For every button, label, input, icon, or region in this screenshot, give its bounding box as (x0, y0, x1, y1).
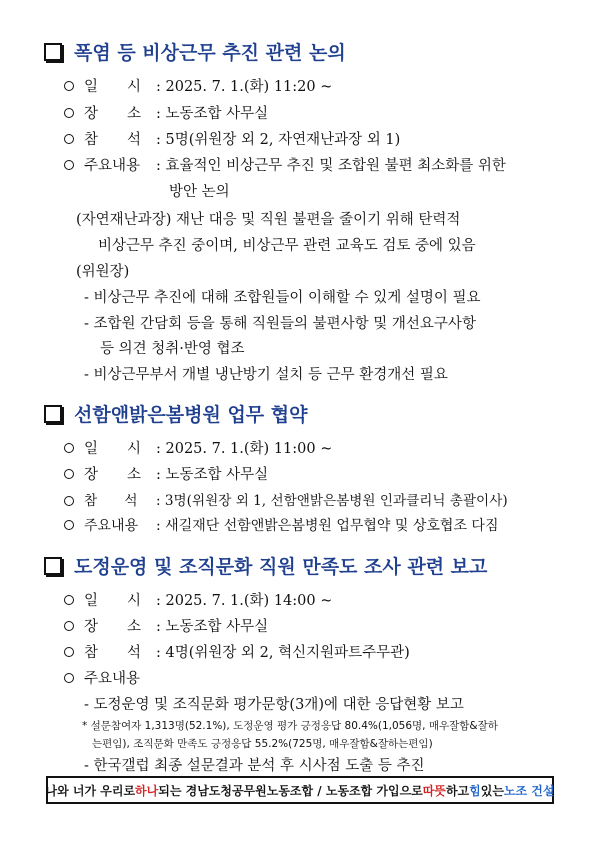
date-label: 일 시 (84, 79, 142, 95)
section-title-2 (44, 400, 307, 427)
circle-bullet-icon (64, 647, 74, 657)
paragraph-line: 비상근무 추진 중이며, 비상근무 관련 교육도 검토 중에 있음 (98, 238, 476, 254)
circle-bullet-icon (64, 81, 74, 91)
content-value-cont: 방안 논의 (169, 184, 230, 200)
slogan-text: 하고 (445, 783, 470, 798)
attendees-label: 참 석 (84, 645, 142, 661)
date-row (64, 75, 332, 96)
content-label: 주요내용 (84, 671, 141, 687)
place-row (64, 615, 268, 636)
checkbox-square-icon (44, 557, 62, 575)
date-row (64, 589, 332, 610)
content-row (64, 515, 498, 535)
circle-bullet-icon (64, 469, 74, 479)
place-row (64, 102, 268, 123)
attendees-label: 참 석 (84, 132, 142, 148)
dash-item: - 한국갤럽 최종 설문결과 분석 후 시사점 도출 등 추진 (84, 758, 425, 774)
circle-bullet-icon (64, 134, 74, 144)
content-label: 주요내용 (84, 518, 139, 534)
dash-item: - 비상근무부서 개별 냉난방기 설치 등 근무 환경개선 필요 (84, 367, 448, 383)
attendees-row (64, 641, 410, 662)
content-row (64, 154, 506, 175)
checkbox-square-icon (44, 405, 62, 423)
checkbox-square-icon (44, 43, 62, 61)
section-title-1 (44, 38, 346, 65)
content-value: : 새길재단 선함앤밝은봄병원 업무협약 및 상호협조 다짐 (156, 518, 499, 534)
paragraph-line: (자연재난과장) 재난 대응 및 직원 불편을 줄이기 위해 탄력적 (76, 212, 461, 228)
date-label: 일 시 (84, 441, 142, 457)
place-value: : 노동조합 사무실 (156, 619, 269, 635)
date-value: : 2025. 7. 1.(화) 11:00 ~ (156, 441, 333, 457)
slogan-highlight: 따뜻 (422, 783, 446, 798)
attendees-row (64, 128, 400, 149)
circle-bullet-icon (64, 673, 74, 683)
content-label: 주요내용 (84, 158, 141, 174)
date-label: 일 시 (84, 593, 142, 609)
dash-item: - 비상근무 추진에 대해 조합원들이 이해할 수 있게 설명이 필요 (84, 290, 481, 306)
dash-item: - 조합원 간담회 등을 통해 직원들의 불편사항 및 개선요구사항 (84, 316, 476, 332)
slogan-text: 있는 (480, 783, 504, 798)
circle-bullet-icon (64, 520, 74, 530)
slogan-highlight: 노조 건설 (503, 783, 555, 798)
section-title-text: 폭염 등 비상근무 추진 관련 논의 (74, 42, 346, 64)
place-label: 장 소 (84, 619, 142, 635)
circle-bullet-icon (64, 496, 74, 506)
attendees-label: 참 석 (84, 493, 138, 509)
dash-item-cont: 등 의견 청취·반영 협조 (100, 341, 245, 357)
attendees-value: : 5명(위원장 외 2, 자연재난과장 외 1) (156, 132, 401, 148)
circle-bullet-icon (64, 160, 74, 170)
union-slogan-banner (46, 776, 554, 804)
attendees-row (64, 489, 508, 509)
circle-bullet-icon (64, 108, 74, 118)
date-value: : 2025. 7. 1.(화) 11:20 ~ (156, 79, 333, 95)
date-row (64, 437, 332, 458)
slogan-text: 나와 너가 우리로 (45, 783, 136, 798)
date-value: : 2025. 7. 1.(화) 14:00 ~ (156, 593, 333, 609)
slogan-highlight: 힘 (469, 783, 481, 798)
section-title-text: 선함앤밝은봄병원 업무 협약 (74, 404, 308, 426)
place-label: 장 소 (84, 467, 142, 483)
attendees-value: : 3명(위원장 외 1, 선함앤밝은봄병원 인과클리닉 총괄이사) (156, 493, 508, 509)
content-row (64, 667, 156, 688)
circle-bullet-icon (64, 621, 74, 631)
place-row (64, 463, 268, 484)
circle-bullet-icon (64, 443, 74, 453)
slogan-text: 되는 경남도청공무원노동조합 / 노동조합 가입으로 (158, 783, 423, 798)
paragraph-line: (위원장) (76, 264, 130, 280)
footnote-cont: 는편임), 조직문화 만족도 긍정응답 55.2%(725명, 매우잘함&잘하는편임) (92, 738, 433, 750)
section-title-3 (44, 552, 487, 579)
slogan-highlight: 하나 (135, 783, 159, 798)
section-title-text: 도정운영 및 조직문화 직원 만족도 조사 관련 보고 (74, 556, 488, 578)
attendees-value: : 4명(위원장 외 2, 혁신지원파트주무관) (156, 645, 410, 661)
place-value: : 노동조합 사무실 (156, 467, 269, 483)
dash-item: - 도정운영 및 조직문화 평가문항(3개)에 대한 응답현황 보고 (84, 697, 464, 713)
content-value: : 효율적인 비상근무 추진 및 조합원 불편 최소화를 위한 (156, 158, 506, 174)
circle-bullet-icon (64, 595, 74, 605)
place-value: : 노동조합 사무실 (156, 106, 269, 122)
footnote: * 설문참여자 1,313명(52.1%), 도정운영 평가 긍정응답 80.4%(1,056명, 매우잘함&잘하 (82, 720, 498, 732)
place-label: 장 소 (84, 106, 142, 122)
